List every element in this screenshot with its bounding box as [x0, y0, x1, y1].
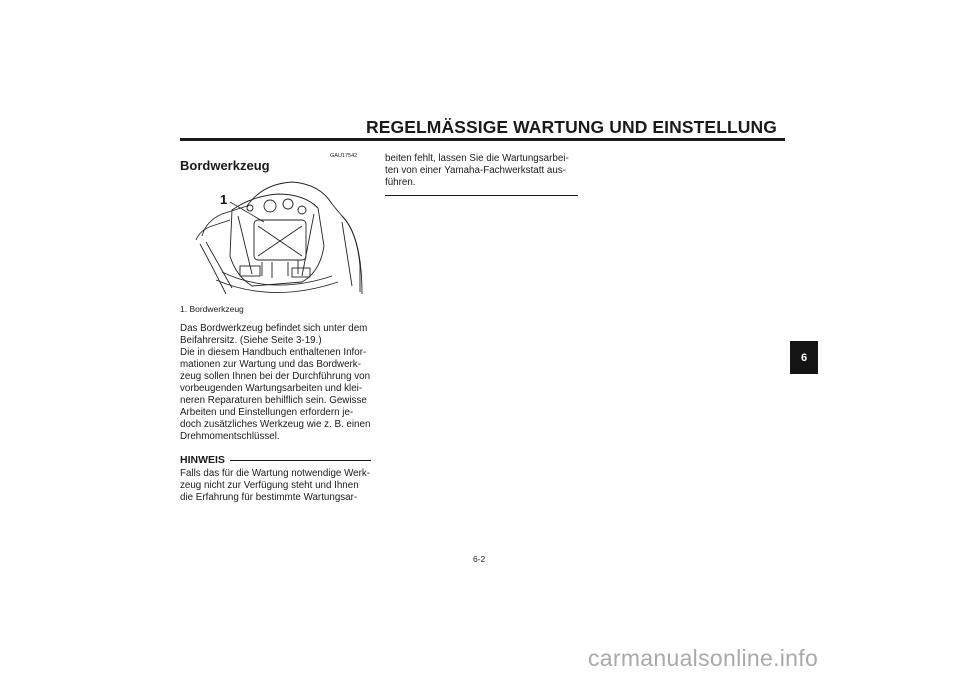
document-code: GAU17542: [330, 153, 358, 159]
chapter-tab: 6: [790, 341, 818, 374]
body-paragraph: Das Bordwerkzeug befindet sich unter dem Beifahrersitz. (Siehe Seite 3-19.) Die in diesem Handbuch enthaltenen Infor- mationen zur Wartung und das Bordwerk- zeug sollen Ihnen bei der Durchführung von vorbeugenden Wartungsarbeiten und klei- neren Reparaturen behilflich sein. Gewisse Arbeiten und Einstellungen erfordern je- doch zusätzliches Werkzeug wie z. B. einen Drehmomentschlüssel.: [180, 323, 371, 442]
page-number: 6-2: [473, 554, 486, 564]
header-rule: [180, 138, 785, 141]
figure-callout-number: 1: [220, 192, 228, 207]
note-text: Falls das für die Wartung notwendige Werk- zeug nicht zur Verfügung steht und Ihnen die Erfahrung für bestimmte Wartungsar-: [180, 468, 371, 503]
watermark-text: carmanualsonline.info: [588, 645, 819, 671]
section-title: Bordwerkzeug: [180, 158, 270, 173]
figure-caption: 1. Bordwerkzeug: [180, 304, 244, 314]
toolkit-illustration: [192, 176, 364, 300]
note-heading-rule: [230, 460, 371, 461]
page-header-title: REGELMÄSSIGE WARTUNG UND EINSTELLUNG: [366, 117, 777, 137]
note-heading: HINWEIS: [180, 454, 225, 466]
note-text-continued: beiten fehlt, lassen Sie die Wartungsarbei- ten von einer Yamaha-Fachwerkstatt aus- führen.: [385, 153, 569, 188]
note-end-rule: [385, 195, 578, 196]
